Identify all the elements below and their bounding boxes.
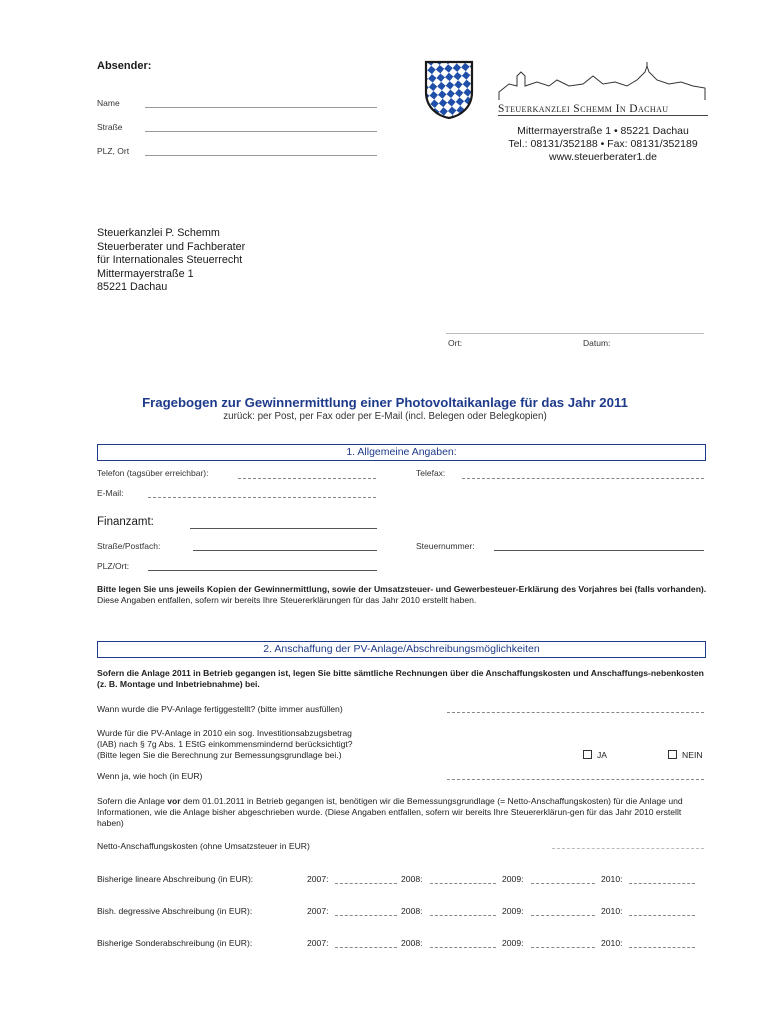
year-2007-label: 2007:	[307, 906, 329, 916]
completion-date-field[interactable]	[447, 712, 704, 713]
iab-question-line: Wurde für die PV-Anlage in 2010 ein sog. Investitionsabzugsbetrag	[97, 728, 352, 738]
depreciation-row	[97, 874, 707, 888]
year-2009-label: 2009:	[502, 874, 524, 884]
recipient-line: 85221 Dachau	[97, 281, 168, 293]
form-title: Fragebogen zur Gewinnermittlung einer Photovoltaikanlage für das Jahr 2011	[142, 395, 628, 410]
section1-note-bold: Bitte legen Sie uns jeweils Kopien der Gewinnermittlung, sowie der Umsatzsteuer- und Gewerbesteuer-Erklärung des Vorjahres bei (falls vorhanden).	[97, 584, 707, 594]
sender-street-field[interactable]	[145, 131, 377, 132]
recipient-line: Mittermayerstraße 1	[97, 267, 194, 280]
date-label: Datum:	[583, 338, 611, 348]
fax-label: Telefax:	[416, 468, 446, 478]
year-2010-label: 2010:	[601, 938, 623, 948]
depreciation-row-label: Bish. degressive Abschreibung (in EUR):	[97, 906, 253, 916]
iab-question-line: (IAB) nach § 7g Abs. 1 EStG einkommensmindernd berücksichtigt?	[97, 739, 353, 749]
year-2009-field[interactable]	[531, 947, 595, 948]
iab-question	[97, 728, 353, 761]
office-logo-text: Steuerkanzlei Schemm In Dachau	[498, 103, 708, 116]
office-website: www.steuerberater1.de	[549, 151, 657, 163]
pre-2011-note-part: dem 01.01.2011 in Betrieb gegangen ist, benötigen wir die Bemessungsgrundlage (= Netto-Anschaffungskosten) für die Anlage und Informationen, wie die Anlage bisher abgeschrieben wurde. (Diese Angaben entfallen, sofern wir bereits Ihre Steuererklärun-gen für das Jahr 2010 erstellt haben)	[97, 796, 683, 828]
depreciation-row	[97, 906, 707, 920]
section2-intro: Sofern die Anlage 2011 in Betrieb gegangen ist, legen Sie bitte sämtliche Rechnungen über die Anschaffungskosten und Anschaffungs-nebenkosten (z. B. Montage und Inbetriebnahme) bei.	[97, 668, 704, 689]
no-checkbox-icon[interactable]	[668, 750, 677, 759]
year-2007-field[interactable]	[335, 947, 397, 948]
sender-name-label: Name	[97, 98, 120, 108]
sender-street-label: Straße	[97, 122, 123, 132]
email-field[interactable]	[148, 497, 376, 498]
sender-heading: Absender:	[97, 60, 152, 72]
iab-yes-option[interactable]	[583, 750, 607, 761]
year-2007-label: 2007:	[307, 938, 329, 948]
net-cost-field[interactable]	[552, 848, 704, 849]
year-2008-label: 2008:	[401, 906, 423, 916]
sender-city-field[interactable]	[145, 155, 377, 156]
yes-label: JA	[597, 750, 608, 760]
sender-city-label: PLZ, Ort	[97, 146, 130, 156]
email-label: E-Mail:	[97, 488, 124, 498]
tax-number-label: Steuernummer:	[416, 541, 475, 551]
pre-2011-note-bold: vor	[167, 796, 181, 806]
tax-office-street-label: Straße/Postfach:	[97, 541, 161, 551]
year-2009-label: 2009:	[502, 938, 524, 948]
year-2008-label: 2008:	[401, 938, 423, 948]
form-subtitle: zurück: per Post, per Fax oder per E-Mail (incl. Belegen oder Belegkopien)	[223, 411, 547, 422]
skyline-logo-icon	[497, 62, 707, 102]
office-address: Mittermayerstraße 1 • 85221 Dachau	[517, 125, 689, 137]
year-2008-field[interactable]	[430, 947, 496, 948]
iab-question-line: (Bitte legen Sie die Berechnung zur Bemessungsgrundlage bei.)	[97, 750, 342, 760]
recipient-line: für Internationales Steuerrecht	[97, 254, 243, 266]
phone-label: Telefon (tagsüber erreichbar):	[97, 468, 209, 478]
no-label: NEIN	[682, 750, 703, 760]
pre-2011-note	[97, 796, 709, 829]
year-2010-field[interactable]	[629, 883, 695, 884]
iab-amount-question: Wenn ja, wie hoch (in EUR)	[97, 771, 203, 781]
recipient-line: Steuerberater und Fachberater	[97, 240, 246, 253]
year-2010-label: 2010:	[601, 874, 623, 884]
tax-number-field[interactable]	[494, 550, 704, 551]
recipient-address	[97, 227, 245, 295]
year-2007-field[interactable]	[335, 915, 397, 916]
place-label: Ort:	[448, 338, 463, 348]
year-2010-label: 2010:	[601, 906, 623, 916]
year-2009-label: 2009:	[502, 906, 524, 916]
depreciation-row	[97, 938, 707, 952]
tax-office-heading: Finanzamt:	[97, 516, 154, 528]
bavaria-coat-of-arms-icon	[422, 58, 476, 120]
tax-office-field[interactable]	[190, 528, 377, 529]
depreciation-row-label: Bisherige lineare Abschreibung (in EUR):	[97, 874, 254, 884]
phone-field[interactable]	[238, 478, 376, 479]
year-2008-field[interactable]	[430, 883, 496, 884]
pre-2011-note-part: Sofern die Anlage	[97, 796, 168, 806]
tax-office-street-field[interactable]	[193, 550, 377, 551]
year-2007-label: 2007:	[307, 874, 329, 884]
depreciation-row-label: Bisherige Sonderabschreibung (in EUR):	[97, 938, 253, 948]
year-2009-field[interactable]	[531, 915, 595, 916]
iab-amount-field[interactable]	[447, 779, 704, 780]
yes-checkbox-icon[interactable]	[583, 750, 592, 759]
section1-note	[97, 584, 707, 606]
completion-question: Wann wurde die PV-Anlage fertiggestellt? (bitte immer ausfüllen)	[97, 704, 343, 714]
recipient-line: Steuerkanzlei P. Schemm	[97, 227, 220, 239]
sender-name-field[interactable]	[145, 107, 377, 108]
year-2009-field[interactable]	[531, 883, 595, 884]
year-2007-field[interactable]	[335, 883, 397, 884]
year-2008-field[interactable]	[430, 915, 496, 916]
net-cost-label: Netto-Anschaffungskosten (ohne Umsatzsteuer in EUR)	[97, 841, 310, 851]
tax-office-city-field[interactable]	[148, 570, 377, 571]
year-2010-field[interactable]	[629, 947, 695, 948]
place-date-field[interactable]	[446, 333, 704, 334]
year-2010-field[interactable]	[629, 915, 695, 916]
fax-field[interactable]	[462, 478, 704, 479]
section2-heading: 2. Anschaffung der PV-Anlage/Abschreibungsmöglichkeiten	[97, 641, 706, 658]
year-2008-label: 2008:	[401, 874, 423, 884]
section1-note-rest: Diese Angaben entfallen, sofern wir bereits Ihre Steuererklärungen für das Jahr 2010 erstellt haben.	[97, 595, 477, 605]
section1-heading: 1. Allgemeine Angaben:	[97, 444, 706, 461]
office-phone: Tel.: 08131/352188 • Fax: 08131/352189	[508, 138, 698, 150]
iab-no-option[interactable]	[668, 750, 703, 761]
tax-office-city-label: PLZ/Ort:	[97, 561, 130, 571]
